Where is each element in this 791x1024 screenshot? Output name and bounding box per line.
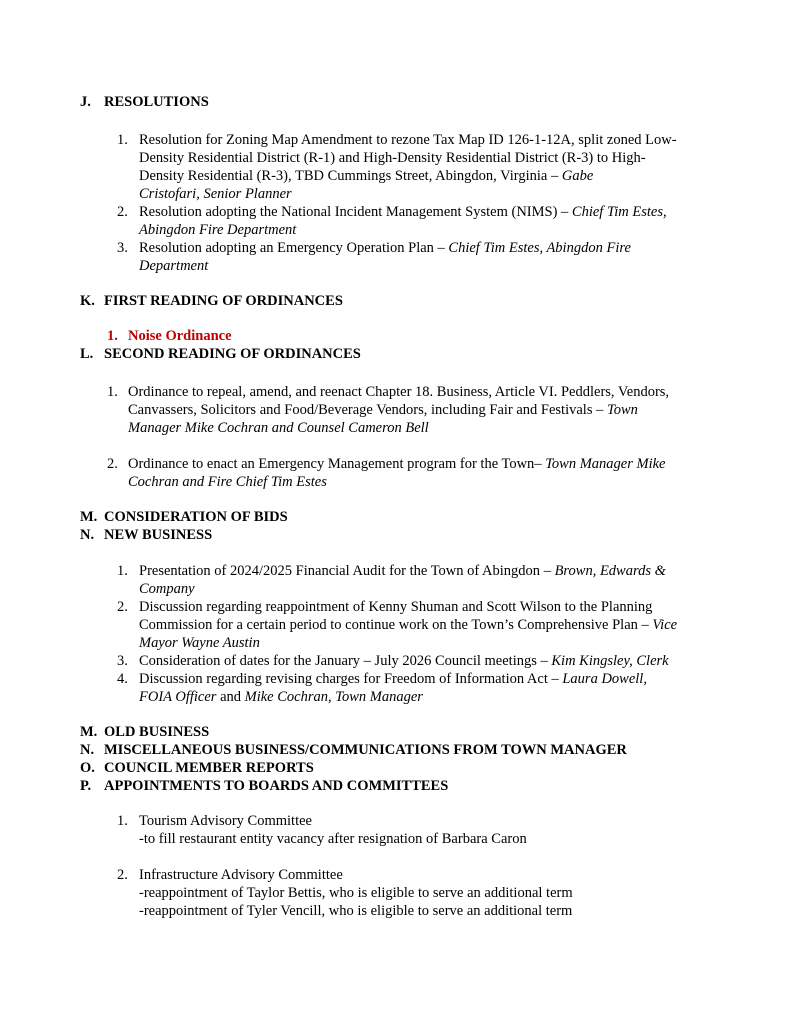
- new-business-2-line1: Discussion regarding reappointment of Kenny Shuman and Scott Wilson to the Planning: [139, 599, 653, 615]
- section-m1-title: CONSIDERATION OF BIDS: [104, 509, 288, 525]
- second-reading-1-line2: Canvassers, Solicitors and Food/Beverage Vendors, including Fair and Festivals – Town: [128, 402, 638, 418]
- section-j-title: RESOLUTIONS: [104, 94, 209, 110]
- section-n1-letter: N.: [80, 527, 95, 543]
- resolution-1-line2: Density Residential District (R-1) and High-Density Residential District (R-3) to High-: [139, 150, 646, 166]
- new-business-3-line1: Consideration of dates for the January – July 2026 Council meetings – Kim Kingsley, Clerk: [139, 653, 669, 669]
- resolution-3-presenter: Department: [139, 258, 209, 274]
- section-p-letter: P.: [80, 778, 92, 794]
- new-business-4-line2: FOIA Officer and Mike Cochran, Town Manager: [139, 689, 423, 705]
- appointment-2-detail: -reappointment of Tyler Vencill, who is eligible to serve an additional term: [139, 903, 573, 919]
- new-business-1-line1: Presentation of 2024/2025 Financial Audit for the Town of Abingdon – Brown, Edwards &: [139, 563, 666, 579]
- resolution-2-presenter: Abingdon Fire Department: [139, 222, 297, 238]
- section-l-title: SECOND READING OF ORDINANCES: [104, 346, 361, 362]
- section-o-letter: O.: [80, 760, 95, 776]
- resolution-2-line1: Resolution adopting the National Incident Management System (NIMS) – Chief Tim Estes,: [139, 204, 667, 220]
- resolution-2-number: 2.: [117, 204, 128, 220]
- new-business-2-presenter: Mayor Wayne Austin: [139, 635, 260, 651]
- new-business-1-presenter: Company: [139, 581, 195, 597]
- second-reading-1-number: 1.: [107, 384, 118, 400]
- new-business-4-line1: Discussion regarding revising charges for Freedom of Information Act – Laura Dowell,: [139, 671, 647, 687]
- section-m2-letter: M.: [80, 724, 98, 740]
- section-o-title: COUNCIL MEMBER REPORTS: [104, 760, 314, 776]
- resolution-1-presenter: Cristofari, Senior Planner: [139, 186, 292, 202]
- section-n2-title: MISCELLANEOUS BUSINESS/COMMUNICATIONS FROM TOWN MANAGER: [104, 742, 627, 758]
- appointment-2-name: Infrastructure Advisory Committee: [139, 867, 343, 883]
- first-reading-1-number: 1.: [107, 328, 118, 344]
- second-reading-2-number: 2.: [107, 456, 118, 472]
- section-m2-title: OLD BUSINESS: [104, 724, 210, 740]
- new-business-2-number: 2.: [117, 599, 128, 615]
- second-reading-1-line1: Ordinance to repeal, amend, and reenact Chapter 18. Business, Article VI. Peddlers, Vendors,: [128, 384, 670, 400]
- section-n2-letter: N.: [80, 742, 95, 758]
- section-k-letter: K.: [80, 293, 95, 309]
- section-j-letter: J.: [80, 94, 91, 110]
- appointment-1-number: 1.: [117, 813, 128, 829]
- section-l-letter: L.: [80, 346, 94, 362]
- new-business-2-line2: Commission for a certain period to continue work on the Town’s Comprehensive Plan – Vice: [139, 617, 678, 633]
- section-p-title: APPOINTMENTS TO BOARDS AND COMMITTEES: [104, 778, 449, 794]
- resolution-1-number: 1.: [117, 132, 128, 148]
- new-business-4-number: 4.: [117, 671, 128, 687]
- resolution-3-line1: Resolution adopting an Emergency Operation Plan – Chief Tim Estes, Abingdon Fire: [139, 240, 631, 256]
- appointment-1-name: Tourism Advisory Committee: [139, 813, 312, 829]
- section-k-title: FIRST READING OF ORDINANCES: [104, 293, 343, 309]
- resolution-3-number: 3.: [117, 240, 128, 256]
- new-business-3-number: 3.: [117, 653, 128, 669]
- second-reading-2-presenter: Cochran and Fire Chief Tim Estes: [128, 474, 327, 490]
- appointment-2-number: 2.: [117, 867, 128, 883]
- new-business-1-number: 1.: [117, 563, 128, 579]
- first-reading-1-text: Noise Ordinance: [128, 328, 232, 344]
- second-reading-2-line1: Ordinance to enact an Emergency Management program for the Town– Town Manager Mike: [128, 456, 666, 472]
- appointment-2-detail: -reappointment of Taylor Bettis, who is eligible to serve an additional term: [139, 885, 573, 901]
- resolution-1-line3: Density Residential (R-3), TBD Cummings Street, Abingdon, Virginia – Gabe: [139, 168, 594, 184]
- second-reading-1-presenter: Manager Mike Cochran and Counsel Cameron Bell: [128, 420, 429, 436]
- section-n1-title: NEW BUSINESS: [104, 527, 213, 543]
- section-m1-letter: M.: [80, 509, 98, 525]
- resolution-1-line1: Resolution for Zoning Map Amendment to rezone Tax Map ID 126-1-12A, split zoned Low-: [139, 132, 677, 148]
- appointment-1-detail: -to fill restaurant entity vacancy after resignation of Barbara Caron: [139, 831, 527, 847]
